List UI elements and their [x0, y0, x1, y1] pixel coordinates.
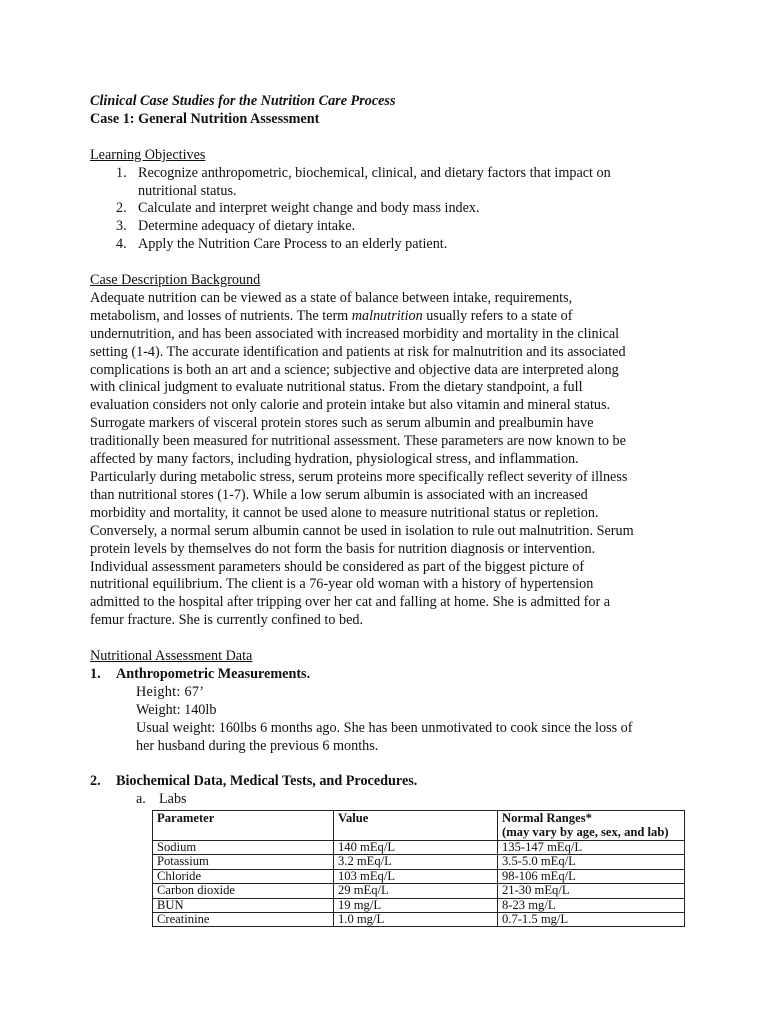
labs-table	[152, 810, 685, 927]
assessment-heading: Nutritional Assessment Data	[90, 648, 253, 665]
list-item: 4. Apply the Nutrition Care Process to an elderly patient.	[116, 236, 448, 253]
list-item: 3. Determine adequacy of dietary intake.	[116, 218, 356, 235]
document-page	[90, 93, 690, 927]
table-row: Chloride 103 mEq/L 98-106 mEq/L	[153, 869, 685, 883]
series-title: Clinical Case Studies for the Nutrition Care Process	[90, 93, 396, 109]
list-item: nutritional status.	[138, 182, 237, 199]
table-row: Creatinine 1.0 mg/L 0.7-1.5 mg/L	[153, 913, 685, 927]
list-item: 2. Calculate and interpret weight change and body mass index.	[116, 200, 480, 217]
table-row: Carbon dioxide 29 mEq/L 21-30 mEq/L	[153, 884, 685, 898]
list-item: 1. Recognize anthropometric, biochemical, clinical, and dietary factors that impact on	[116, 164, 611, 181]
background-heading: Case Description Background	[90, 272, 261, 289]
objectives-heading: Learning Objectives	[90, 146, 206, 163]
section-biochemical-title: 2. Biochemical Data, Medical Tests, and Procedures.	[90, 773, 418, 790]
objectives-list	[90, 165, 690, 255]
header-normal-ranges: Normal Ranges* (may vary by age, sex, and lab)	[498, 811, 685, 841]
background-paragraph: Adequate nutrition can be viewed as a state of balance between intake, requirements, metabolism, and losses of nutrients. The term malnutrition usually refers to a state of undernutrition, and has been associated with increased morbidity and mortality in the clinical setting (1-4). The accurate identification and patients at risk for malnutrition and its associated complications is both an art and a science; subjective and objective data are interpreted along with clinical judgment to evaluate nutritional status. From the dietary standpoint, a full evaluation considers not only calorie and protein intake but also vitamin and mineral status. Surrogate markers of visceral protein stores such as serum albumin and prealbumin have traditionally been measured for nutritional assessment. These parameters are now known to be affected by many factors, including hydration, physiological stress, and inflammation. Particularly during metabolic stress, serum proteins more specifically reflect severity of illness than nutritional stores (1-7). While a low serum albumin is associated with an increased morbidity and mortality, it cannot be used alone to measure nutritional status or repletion. Conversely, a normal serum albumin cannot be used in isolation to rule out malnutrition. Serum protein levels by themselves do not form the basis for nutrition diagnosis or intervention. Individual assessment parameters should be considered as part of the biggest picture of nutritional equilibrium. The client is a 76-year old woman with a history of hypertension admitted to the hospital after tripping over her cat and falling at home. She is admitted for a femur fracture. She is currently confined to bed.	[90, 289, 634, 629]
case-title: Case 1: General Nutrition Assessment	[90, 110, 320, 127]
table-row: BUN 19 mg/L 8-23 mg/L	[153, 898, 685, 912]
section-anthropometric-title: 1. Anthropometric Measurements.	[90, 665, 311, 682]
header-parameter: Parameter	[153, 811, 334, 841]
table-header-row	[153, 811, 685, 841]
usual-weight-line-2: her husband during the previous 6 months.	[136, 737, 379, 754]
header-value: Value	[334, 811, 498, 841]
height-value: Height: 67’	[136, 683, 205, 700]
table-row: Sodium 140 mEq/L 135-147 mEq/L	[153, 841, 685, 855]
table-row: Potassium 3.2 mEq/L 3.5-5.0 mEq/L	[153, 855, 685, 869]
usual-weight-line-1: Usual weight: 160lbs 6 months ago. She has been unmotivated to cook since the loss of	[136, 719, 633, 736]
weight-value: Weight: 140lb	[136, 701, 217, 718]
labs-subheading: a. Labs	[136, 791, 187, 808]
